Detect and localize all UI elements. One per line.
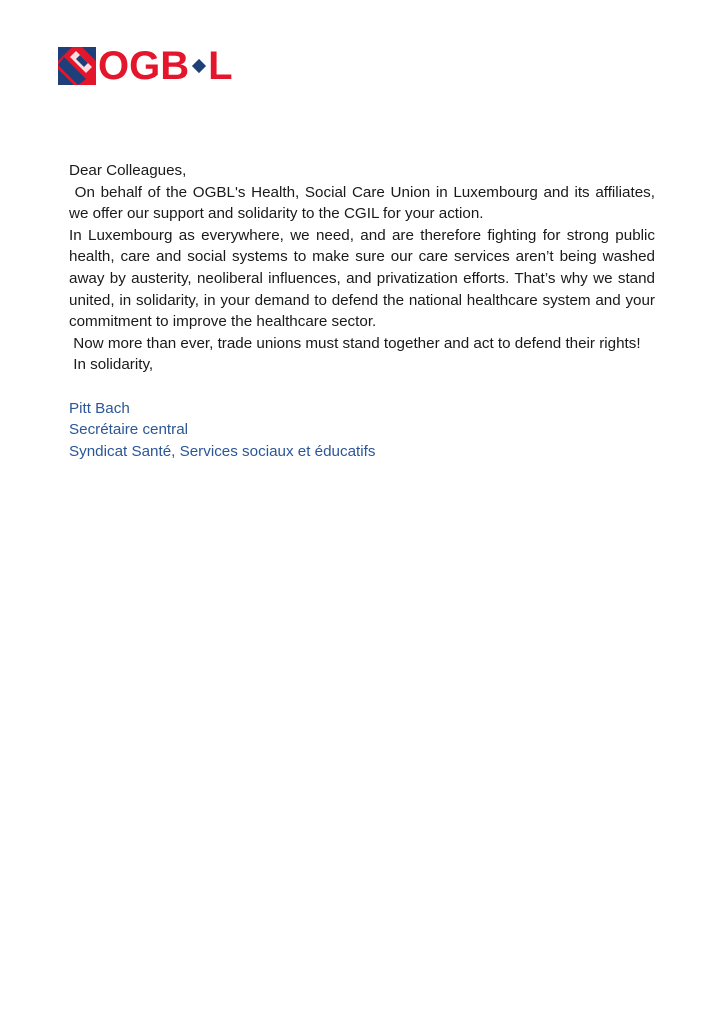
paragraph-support: On behalf of the OGBL's Health, Social Care Union in Luxembourg and its affiliates, we offer our support and solidarity to the CGIL for your action.: [69, 183, 660, 223]
signature-name: Pitt Bach: [69, 399, 130, 417]
paragraph-unions: Now more than ever, trade unions must stand together and act to defend their rights!: [69, 334, 641, 352]
signature-title: Secrétaire central: [69, 421, 189, 439]
ogbl-logo: [58, 46, 233, 86]
letter-body: [69, 160, 660, 462]
closing: In solidarity,: [69, 356, 154, 374]
ogbl-emblem-icon: [58, 47, 96, 85]
logo-wordmark: [98, 46, 233, 86]
greeting: Dear Colleagues,: [69, 162, 187, 179]
paragraph-luxembourg: In Luxembourg as everywhere, we need, and are therefore fighting for strong public health, care and social systems to make sure our care services aren’t being washed away by austerity, neoliberal influences, and privatization efforts. That’s why we stand united, in solidarity, in your demand to defend the national healthcare system and your commitment to improve the healthcare sector.: [69, 226, 655, 331]
signature-spacer: [69, 376, 655, 398]
logo-text-right: L: [208, 44, 233, 88]
logo-text-left: OGB: [98, 44, 190, 88]
signature-organization: Syndicat Santé, Services sociaux et éducatifs: [69, 442, 376, 460]
logo-diamond-icon: [192, 59, 206, 73]
